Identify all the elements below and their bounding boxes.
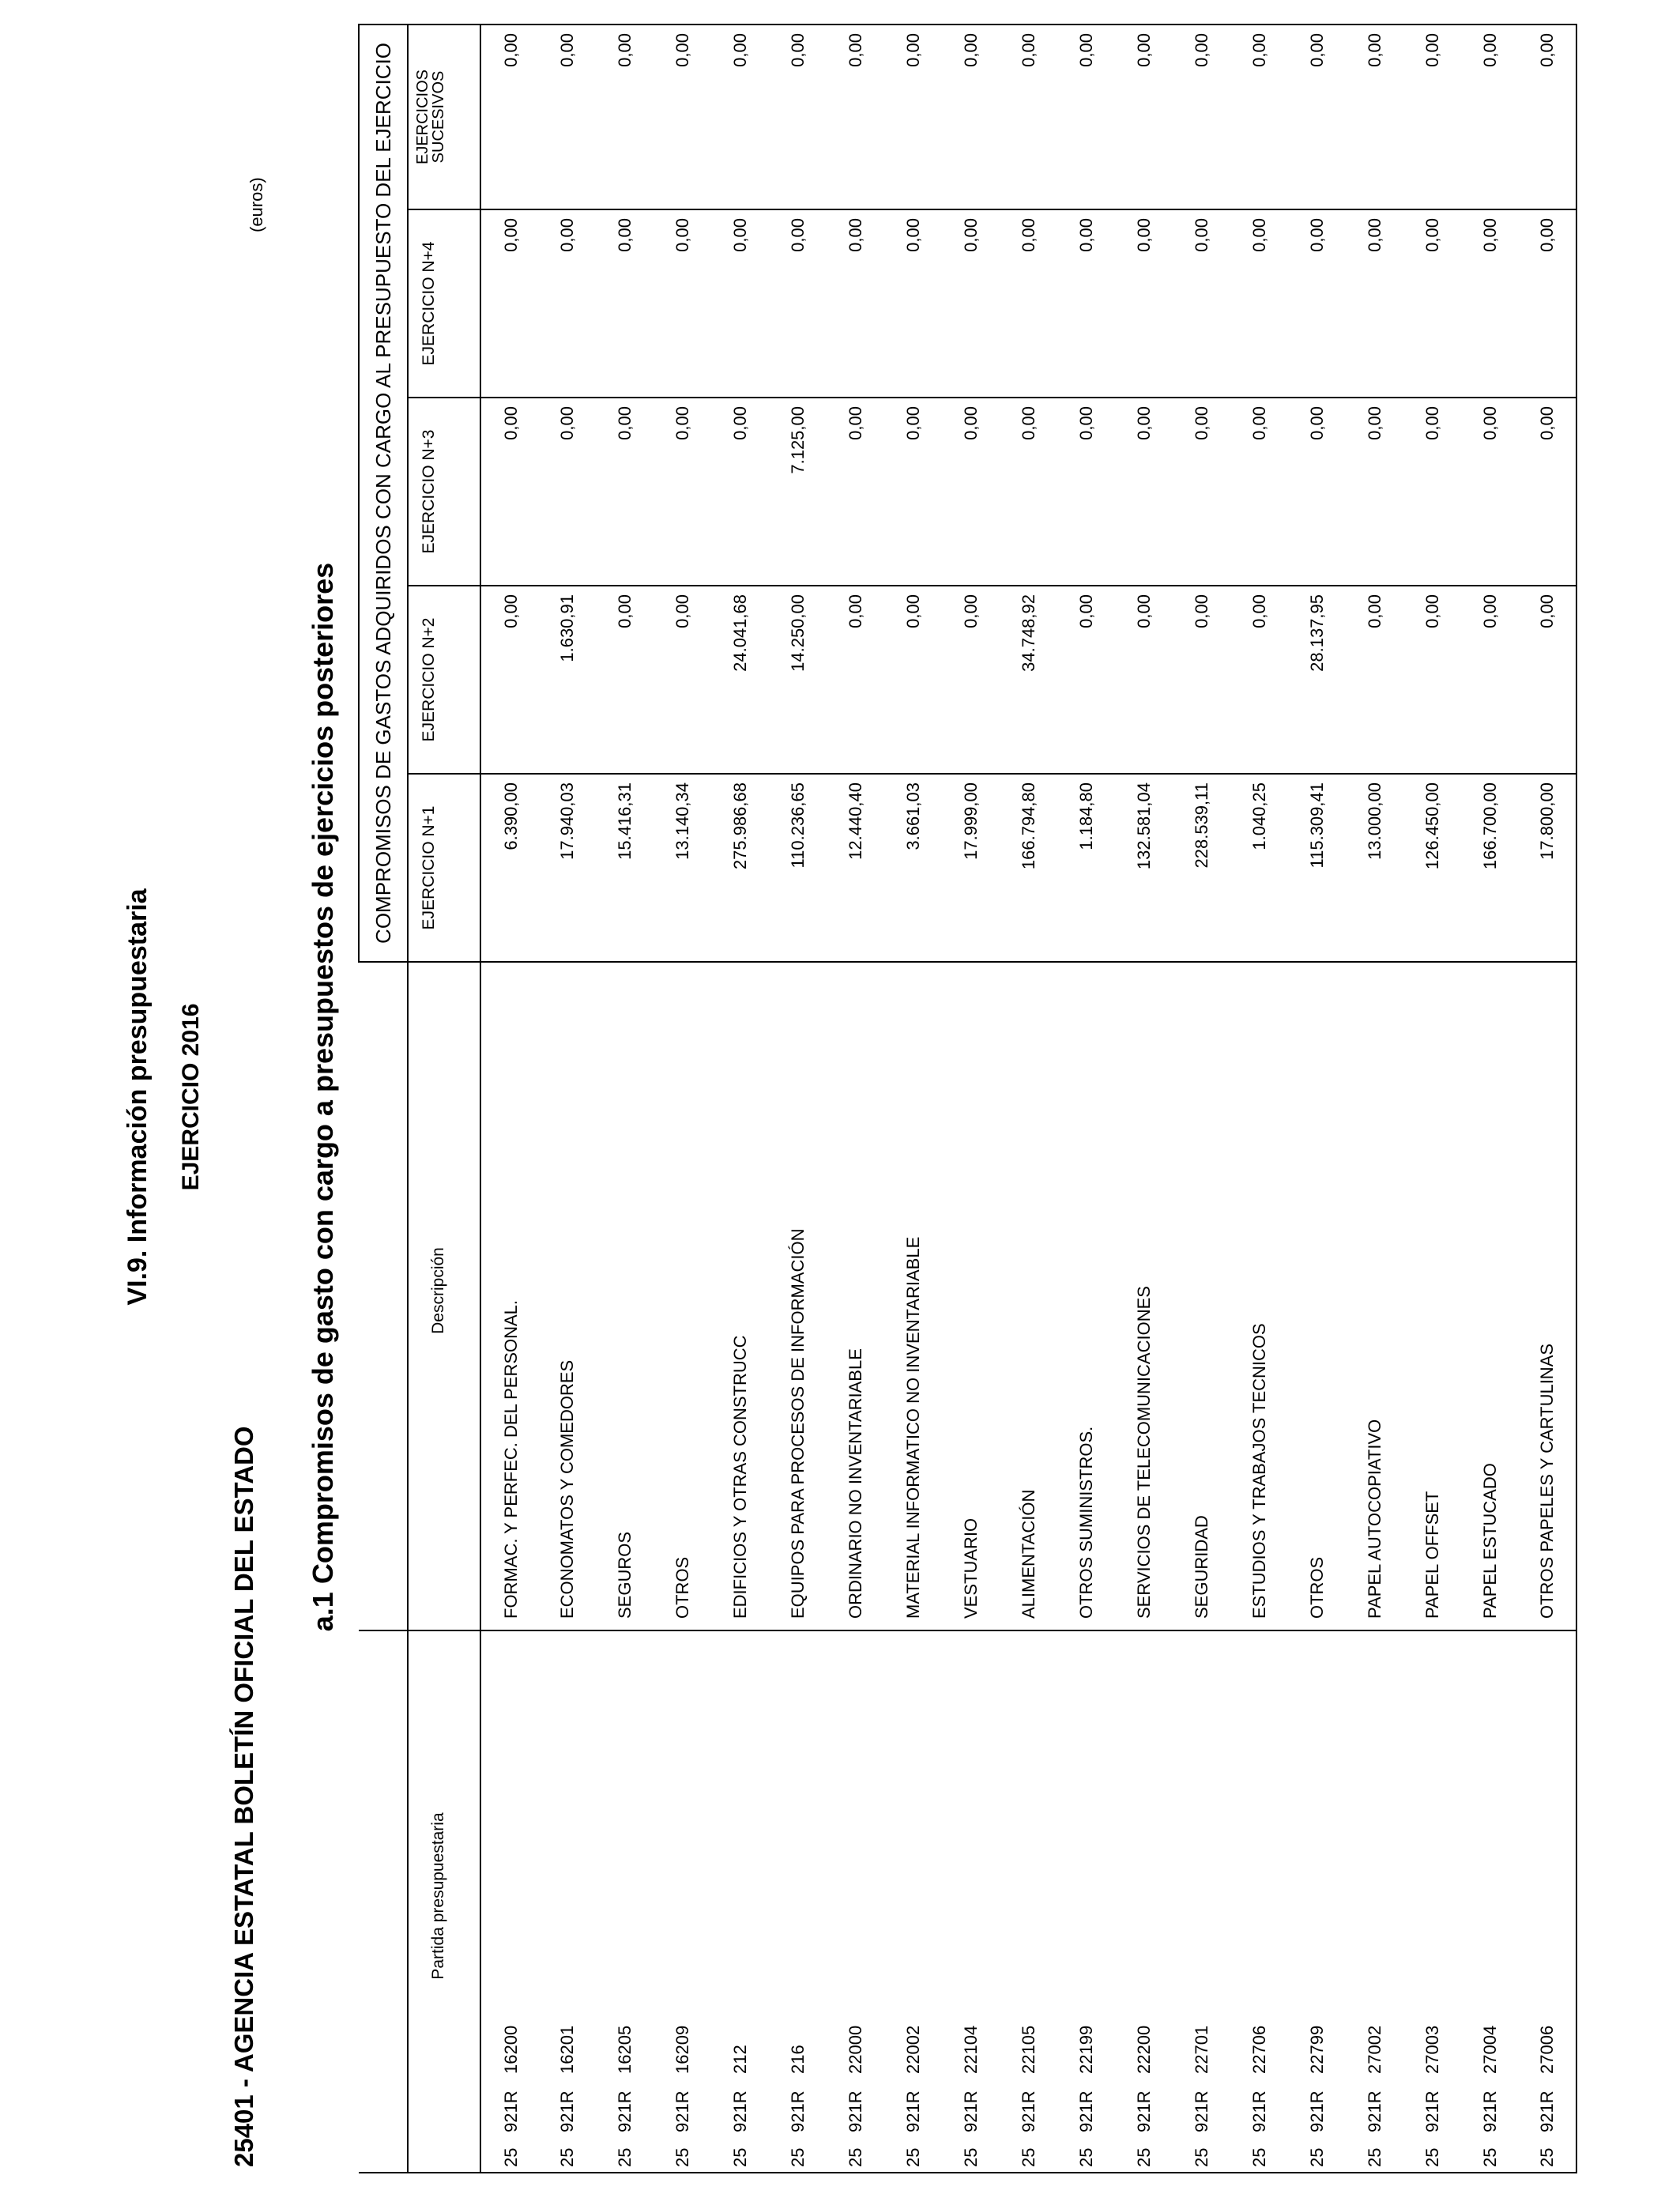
amount-sucesivos-cell: 0,00 [1000,25,1057,209]
partida-program: 921R [787,2090,808,2132]
amount-n1-cell: 13.140,34 [654,774,711,962]
amount-sucesivos-cell: 0,00 [1115,25,1173,209]
amount-n4-cell: 0,00 [1230,209,1288,398]
amount-n2-cell: 0,00 [1519,586,1576,774]
partida-section: 25 [614,2147,635,2167]
partida-cell [942,1630,1000,2173]
partida-concept: 22002 [902,2025,923,2074]
partida-section: 25 [902,2147,923,2167]
description-cell: PAPEL ESTUCADO [1461,962,1519,1630]
partida-section: 25 [1133,2147,1154,2167]
partida-cell [1403,1630,1461,2173]
partida-cell [827,1630,884,2173]
column-header-sucesivos-line1: EJERCICIOS [414,69,431,165]
document-title: VI.9. Información presupuestaria [122,888,153,1306]
partida-concept: 27006 [1537,2025,1557,2074]
partida-concept: 22105 [1018,2025,1038,2074]
units-label: (euros) [247,177,266,232]
description-cell: OTROS SUMINISTROS. [1057,962,1115,1630]
amount-n2-cell: 0,00 [1115,586,1173,774]
description-cell: FORMAC. Y PERFEC. DEL PERSONAL. [480,962,538,1630]
amount-n2-cell: 0,00 [480,586,538,774]
table-row [1288,25,1346,2173]
amount-n1-cell: 12.440,40 [827,774,884,962]
amount-n2-cell: 28.137,95 [1288,586,1346,774]
table-row [827,25,884,2173]
partida-concept: 16205 [614,2025,635,2074]
partida-program: 921R [1191,2090,1211,2132]
column-header-descripcion: Descripción [408,962,480,1630]
column-header-n1: EJERCICIO N+1 [408,774,480,962]
table-row [1173,25,1230,2173]
description-cell: SEGURIDAD [1173,962,1230,1630]
section-title: a.1 Compromisos de gasto con cargo a presupuestos de ejercicios posteriores [307,562,339,1632]
amount-n1-cell: 17.800,00 [1519,774,1576,962]
partida-program: 921R [1133,2090,1154,2132]
amount-n2-cell: 0,00 [596,586,654,774]
partida-section: 25 [1018,2147,1038,2167]
partida-cell [1000,1630,1057,2173]
column-header-sucesivos [408,25,480,209]
amount-n4-cell: 0,00 [1057,209,1115,398]
partida-concept: 27003 [1422,2025,1442,2074]
amount-n1-cell: 15.416,31 [596,774,654,962]
amount-sucesivos-cell: 0,00 [1403,25,1461,209]
partida-concept: 16201 [556,2025,577,2074]
amount-n2-cell: 0,00 [654,586,711,774]
amount-n4-cell: 0,00 [1173,209,1230,398]
amount-n4-cell: 0,00 [884,209,942,398]
partida-concept: 16209 [672,2025,692,2074]
partida-concept: 22199 [1075,2025,1096,2074]
partida-cell [1346,1630,1403,2173]
table-row [538,25,596,2173]
amount-n1-cell: 17.940,03 [538,774,596,962]
partida-cell [884,1630,942,2173]
amount-n3-cell: 0,00 [654,398,711,586]
description-cell: EDIFICIOS Y OTRAS CONSTRUCC [711,962,769,1630]
amount-n4-cell: 0,00 [769,209,827,398]
partida-section: 25 [672,2147,692,2167]
description-cell: ALIMENTACIÓN [1000,962,1057,1630]
amount-n3-cell: 0,00 [1173,398,1230,586]
partida-program: 921R [1364,2090,1384,2132]
amount-n4-cell: 0,00 [942,209,1000,398]
amount-sucesivos-cell: 0,00 [654,25,711,209]
amount-sucesivos-cell: 0,00 [1230,25,1288,209]
partida-concept: 22799 [1306,2025,1327,2074]
partida-concept: 27002 [1364,2025,1384,2074]
amount-n4-cell: 0,00 [827,209,884,398]
amount-sucesivos-cell: 0,00 [1346,25,1403,209]
partida-section: 25 [1191,2147,1211,2167]
partida-section: 25 [1306,2147,1327,2167]
amount-sucesivos-cell: 0,00 [1288,25,1346,209]
partida-program: 921R [672,2090,692,2132]
description-cell: ECONOMATOS Y COMEDORES [538,962,596,1630]
amount-n4-cell: 0,00 [596,209,654,398]
partida-section: 25 [1075,2147,1096,2167]
amount-n1-cell: 3.661,03 [884,774,942,962]
amount-sucesivos-cell: 0,00 [1173,25,1230,209]
amount-sucesivos-cell: 0,00 [538,25,596,209]
amount-n2-cell: 0,00 [1173,586,1230,774]
partida-program: 921R [1306,2090,1327,2132]
partida-cell [538,1630,596,2173]
description-cell: SERVICIOS DE TELECOMUNICACIONES [1115,962,1173,1630]
partida-concept: 22706 [1249,2025,1269,2074]
partida-concept: 22104 [960,2025,981,2074]
partida-cell [1115,1630,1173,2173]
column-header-sucesivos-line2: SUCESIVOS [430,70,447,164]
table-row [942,25,1000,2173]
amount-n3-cell: 0,00 [827,398,884,586]
amount-n3-cell: 0,00 [711,398,769,586]
partida-cell [1173,1630,1230,2173]
column-header-n3: EJERCICIO N+3 [408,398,480,586]
partida-section: 25 [1537,2147,1557,2167]
amount-sucesivos-cell: 0,00 [942,25,1000,209]
amount-n2-cell: 0,00 [1403,586,1461,774]
description-cell: OTROS [654,962,711,1630]
amount-n4-cell: 0,00 [480,209,538,398]
amount-n3-cell: 7.125,00 [769,398,827,586]
amount-n1-cell: 1.040,25 [1230,774,1288,962]
column-header-partida: Partida presupuestaria [408,1630,480,2173]
amount-n3-cell: 0,00 [538,398,596,586]
partida-cell [769,1630,827,2173]
table-row [596,25,654,2173]
amount-n2-cell: 0,00 [1057,586,1115,774]
amount-sucesivos-cell: 0,00 [1519,25,1576,209]
partida-program: 921R [1249,2090,1269,2132]
partida-concept: 216 [787,2045,808,2074]
partida-cell [1519,1630,1576,2173]
partida-program: 921R [845,2090,865,2132]
amount-n1-cell: 275.986,68 [711,774,769,962]
amount-sucesivos-cell: 0,00 [827,25,884,209]
amount-sucesivos-cell: 0,00 [711,25,769,209]
partida-program: 921R [501,2090,521,2132]
amount-n4-cell: 0,00 [538,209,596,398]
amount-n1-cell: 228.539,11 [1173,774,1230,962]
description-cell: ESTUDIOS Y TRABAJOS TECNICOS [1230,962,1288,1630]
amount-n4-cell: 0,00 [1000,209,1057,398]
amount-n3-cell: 0,00 [480,398,538,586]
table-row [1000,25,1057,2173]
amount-n2-cell: 0,00 [1346,586,1403,774]
amount-n2-cell: 14.250,00 [769,586,827,774]
amount-n3-cell: 0,00 [596,398,654,586]
fiscal-year-heading: EJERCICIO 2016 [178,1003,204,1191]
partida-program: 921R [1018,2090,1038,2132]
partida-concept: 22000 [845,2025,865,2074]
amount-n4-cell: 0,00 [1288,209,1346,398]
partida-section: 25 [845,2147,865,2167]
amount-n1-cell: 132.581,04 [1115,774,1173,962]
amount-n2-cell: 0,00 [1230,586,1288,774]
commitments-table [358,24,1577,2173]
amount-n1-cell: 166.794,80 [1000,774,1057,962]
partida-section: 25 [501,2147,521,2167]
partida-concept: 212 [729,2045,750,2074]
header-spacer-partida [359,1630,408,2173]
partida-program: 921R [1479,2090,1500,2132]
header-spacer-descripcion [359,962,408,1630]
amount-n4-cell: 0,00 [1461,209,1519,398]
partida-section: 25 [1479,2147,1500,2167]
amount-n3-cell: 0,00 [884,398,942,586]
amount-n3-cell: 0,00 [942,398,1000,586]
partida-program: 921R [1075,2090,1096,2132]
amount-n4-cell: 0,00 [654,209,711,398]
table-row [480,25,538,2173]
partida-cell [1230,1630,1288,2173]
table-row [1403,25,1461,2173]
table-row [769,25,827,2173]
partida-section: 25 [1364,2147,1384,2167]
table-row [1230,25,1288,2173]
partida-cell [1057,1630,1115,2173]
amount-n1-cell: 6.390,00 [480,774,538,962]
partida-section: 25 [960,2147,981,2167]
table-row [1461,25,1519,2173]
description-cell: ORDINARIO NO INVENTARIABLE [827,962,884,1630]
partida-section: 25 [1422,2147,1442,2167]
partida-program: 921R [902,2090,923,2132]
amount-sucesivos-cell: 0,00 [884,25,942,209]
amount-n3-cell: 0,00 [1403,398,1461,586]
partida-section: 25 [1249,2147,1269,2167]
amount-n1-cell: 126.450,00 [1403,774,1461,962]
partida-program: 921R [556,2090,577,2132]
amount-sucesivos-cell: 0,00 [1461,25,1519,209]
description-cell: OTROS PAPELES Y CARTULINAS [1519,962,1576,1630]
column-header-n2: EJERCICIO N+2 [408,586,480,774]
partida-cell [711,1630,769,2173]
partida-concept: 22200 [1133,2025,1154,2074]
amount-n3-cell: 0,00 [1346,398,1403,586]
description-cell: SEGUROS [596,962,654,1630]
partida-cell [1461,1630,1519,2173]
partida-program: 921R [1422,2090,1442,2132]
table-row [654,25,711,2173]
description-cell: MATERIAL INFORMATICO NO INVENTARIABLE [884,962,942,1630]
amount-n2-cell: 0,00 [884,586,942,774]
amount-n2-cell: 0,00 [827,586,884,774]
partida-program: 921R [614,2090,635,2132]
partida-program: 921R [960,2090,981,2132]
amount-n2-cell: 24.041,68 [711,586,769,774]
partida-concept: 16200 [501,2025,521,2074]
amount-n2-cell: 0,00 [1461,586,1519,774]
table-row [1115,25,1173,2173]
partida-concept: 27004 [1479,2025,1500,2074]
table-row [1346,25,1403,2173]
amount-sucesivos-cell: 0,00 [1057,25,1115,209]
amount-n4-cell: 0,00 [711,209,769,398]
amount-n1-cell: 17.999,00 [942,774,1000,962]
amount-n3-cell: 0,00 [1115,398,1173,586]
amount-n3-cell: 0,00 [1057,398,1115,586]
description-cell: OTROS [1288,962,1346,1630]
description-cell: PAPEL OFFSET [1403,962,1461,1630]
partida-cell [596,1630,654,2173]
amount-n3-cell: 0,00 [1000,398,1057,586]
column-header-n4: EJERCICIO N+4 [408,209,480,398]
amount-n4-cell: 0,00 [1115,209,1173,398]
amount-n2-cell: 34.748,92 [1000,586,1057,774]
amount-n1-cell: 166.700,00 [1461,774,1519,962]
amount-sucesivos-cell: 0,00 [769,25,827,209]
amount-n4-cell: 0,00 [1519,209,1576,398]
partida-section: 25 [787,2147,808,2167]
amount-sucesivos-cell: 0,00 [480,25,538,209]
partida-section: 25 [556,2147,577,2167]
partida-cell [1288,1630,1346,2173]
amount-n4-cell: 0,00 [1403,209,1461,398]
amount-n4-cell: 0,00 [1346,209,1403,398]
description-cell: EQUIPOS PARA PROCESOS DE INFORMACIÓN [769,962,827,1630]
agency-name: 25401 - AGENCIA ESTATAL BOLETÍN OFICIAL DEL ESTADO [229,1426,258,2167]
table-row [711,25,769,2173]
amount-n3-cell: 0,00 [1288,398,1346,586]
partida-concept: 22701 [1191,2025,1211,2074]
description-cell: PAPEL AUTOCOPIATIVO [1346,962,1403,1630]
partida-cell [654,1630,711,2173]
partida-cell [480,1630,538,2173]
table-row [1057,25,1115,2173]
amount-n2-cell: 0,00 [942,586,1000,774]
partida-program: 921R [1537,2090,1557,2132]
table-row [1519,25,1576,2173]
amount-n3-cell: 0,00 [1230,398,1288,586]
description-cell: VESTUARIO [942,962,1000,1630]
amount-n3-cell: 0,00 [1519,398,1576,586]
amount-n1-cell: 110.236,65 [769,774,827,962]
amount-n3-cell: 0,00 [1461,398,1519,586]
amount-sucesivos-cell: 0,00 [596,25,654,209]
group-header: COMPROMISOS DE GASTOS ADQUIRIDOS CON CARGO AL PRESUPUESTO DEL EJERCICIO [359,25,408,962]
partida-program: 921R [729,2090,750,2132]
partida-section: 25 [729,2147,750,2167]
amount-n1-cell: 13.000,00 [1346,774,1403,962]
amount-n2-cell: 1.630,91 [538,586,596,774]
amount-n1-cell: 1.184,80 [1057,774,1115,962]
table-row [884,25,942,2173]
amount-n1-cell: 115.309,41 [1288,774,1346,962]
